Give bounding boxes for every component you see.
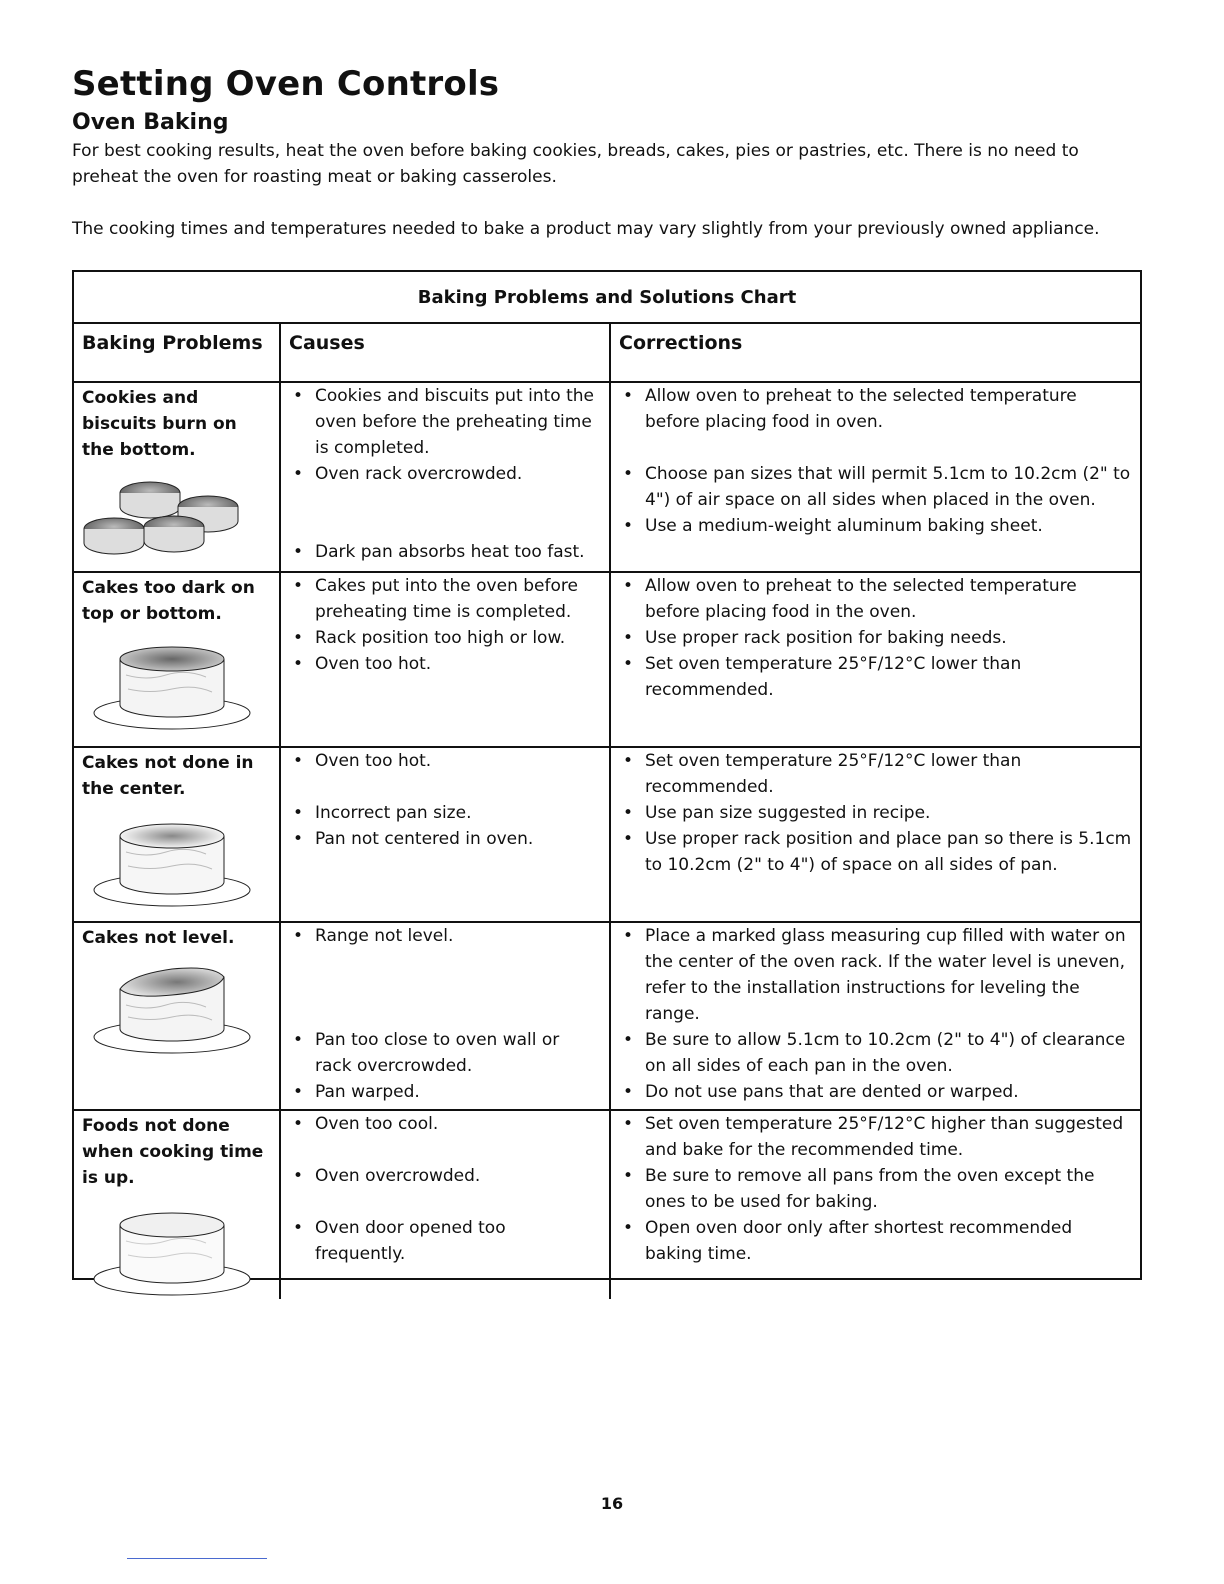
cause-item: • Oven too hot.	[287, 651, 601, 677]
page-number: 16	[600, 1494, 624, 1513]
problem-text: Cakes not done in the center.	[82, 753, 254, 799]
corrections-cell	[610, 572, 1140, 747]
correction-item: • Be sure to remove all pans from the oven except the ones to be used for baking.	[617, 1163, 1132, 1215]
header-corrections: Corrections	[610, 324, 1140, 382]
correction-item: • Allow oven to preheat to the selected temperature before placing food in the oven.	[617, 573, 1132, 625]
problem-text: Cakes too dark on top or bottom.	[82, 578, 255, 624]
header-causes: Causes	[280, 324, 610, 382]
cause-item: • Oven overcrowded.	[287, 1163, 601, 1189]
correction-item: • Open oven door only after shortest recommended baking time.	[617, 1215, 1132, 1267]
problem-cell	[74, 1110, 280, 1299]
problem-cell	[74, 747, 280, 922]
correction-item: • Set oven temperature 25°F/12°C higher than suggested and bake for the recommended time.	[617, 1111, 1132, 1163]
correction-item: • Choose pan sizes that will permit 5.1cm to 10.2cm (2" to 4") of air space on all sides when placed in the oven.	[617, 461, 1132, 513]
intro-paragraph: For best cooking results, heat the oven before baking cookies, breads, cakes, pies or pastries, etc. There is no need to preheat the oven for roasting meat or baking casseroles.	[72, 141, 1079, 187]
causes-cell	[280, 747, 610, 922]
baking-problems-chart	[72, 270, 1142, 1280]
correction-item: • Use a medium-weight aluminum baking sheet.	[617, 513, 1132, 539]
causes-cell	[280, 382, 610, 572]
corrections-cell	[610, 922, 1140, 1110]
correction-item: • Use proper rack position and place pan so there is 5.1cm to 10.2cm (2" to 4") of space on all sides of pan.	[617, 826, 1132, 878]
uneven-cake-illustration	[82, 959, 262, 1059]
corrections-cell	[610, 1110, 1140, 1299]
intro-paragraph: The cooking times and temperatures needed to bake a product may vary slightly from your previously owned appliance.	[72, 219, 1100, 239]
dark-cake-illustration	[82, 635, 262, 735]
cause-item: • Rack position too high or low.	[287, 625, 601, 651]
page-title: Setting Oven Controls	[72, 64, 500, 104]
cookies-on-sheet-illustration	[82, 471, 252, 571]
cause-item: • Oven rack overcrowded.	[287, 461, 601, 487]
cause-item: • Pan not centered in oven.	[287, 826, 601, 852]
cause-item: • Cakes put into the oven before preheating time is completed.	[287, 573, 601, 625]
chart-title: Baking Problems and Solutions Chart	[74, 272, 1140, 324]
correction-item: • Do not use pans that are dented or warped.	[617, 1079, 1132, 1105]
table-row	[74, 382, 1140, 572]
table-row	[74, 1110, 1140, 1299]
correction-item: • Use pan size suggested in recipe.	[617, 800, 1132, 826]
corrections-cell	[610, 382, 1140, 572]
footer-line	[127, 1558, 267, 1559]
problem-cell	[74, 922, 280, 1110]
header-problems: Baking Problems	[74, 324, 280, 382]
cause-item: • Range not level.	[287, 923, 601, 949]
problem-cell	[74, 382, 280, 572]
cause-item: • Pan too close to oven wall or rack overcrowded.	[287, 1027, 601, 1079]
header-row	[74, 324, 1140, 382]
correction-item: • Be sure to allow 5.1cm to 10.2cm (2" to 4") of clearance on all sides of each pan in the oven.	[617, 1027, 1132, 1079]
causes-cell	[280, 572, 610, 747]
correction-item: • Use proper rack position for baking needs.	[617, 625, 1132, 651]
underdone-cake-illustration	[82, 810, 262, 910]
cause-item: • Pan warped.	[287, 1079, 601, 1105]
table-row	[74, 747, 1140, 922]
cause-item: • Oven door opened too frequently.	[287, 1215, 601, 1267]
cause-item: • Incorrect pan size.	[287, 800, 601, 826]
problem-text: Cakes not level.	[82, 928, 235, 948]
cause-item: • Oven too hot.	[287, 748, 601, 774]
correction-item: • Place a marked glass measuring cup filled with water on the center of the oven rack. If the water level is uneven, refer to the installation instructions for leveling the range.	[617, 923, 1132, 1027]
corrections-cell	[610, 747, 1140, 922]
table-row	[74, 572, 1140, 747]
cause-item: • Oven too cool.	[287, 1111, 601, 1137]
problem-cell	[74, 572, 280, 747]
correction-item: • Allow oven to preheat to the selected temperature before placing food in oven.	[617, 383, 1132, 435]
table-row	[74, 922, 1140, 1110]
correction-item: • Set oven temperature 25°F/12°C lower than recommended.	[617, 651, 1132, 703]
problem-text: Cookies and biscuits burn on the bottom.	[82, 388, 237, 460]
causes-cell	[280, 922, 610, 1110]
pale-cake-illustration	[82, 1199, 262, 1299]
section-title: Oven Baking	[72, 110, 229, 135]
cause-item: • Dark pan absorbs heat too fast.	[287, 539, 601, 565]
correction-item: • Set oven temperature 25°F/12°C lower than recommended.	[617, 748, 1132, 800]
cause-item: • Cookies and biscuits put into the oven before the preheating time is completed.	[287, 383, 601, 461]
chart-table	[74, 324, 1140, 1299]
problem-text: Foods not done when cooking time is up.	[82, 1116, 264, 1188]
causes-cell	[280, 1110, 610, 1299]
